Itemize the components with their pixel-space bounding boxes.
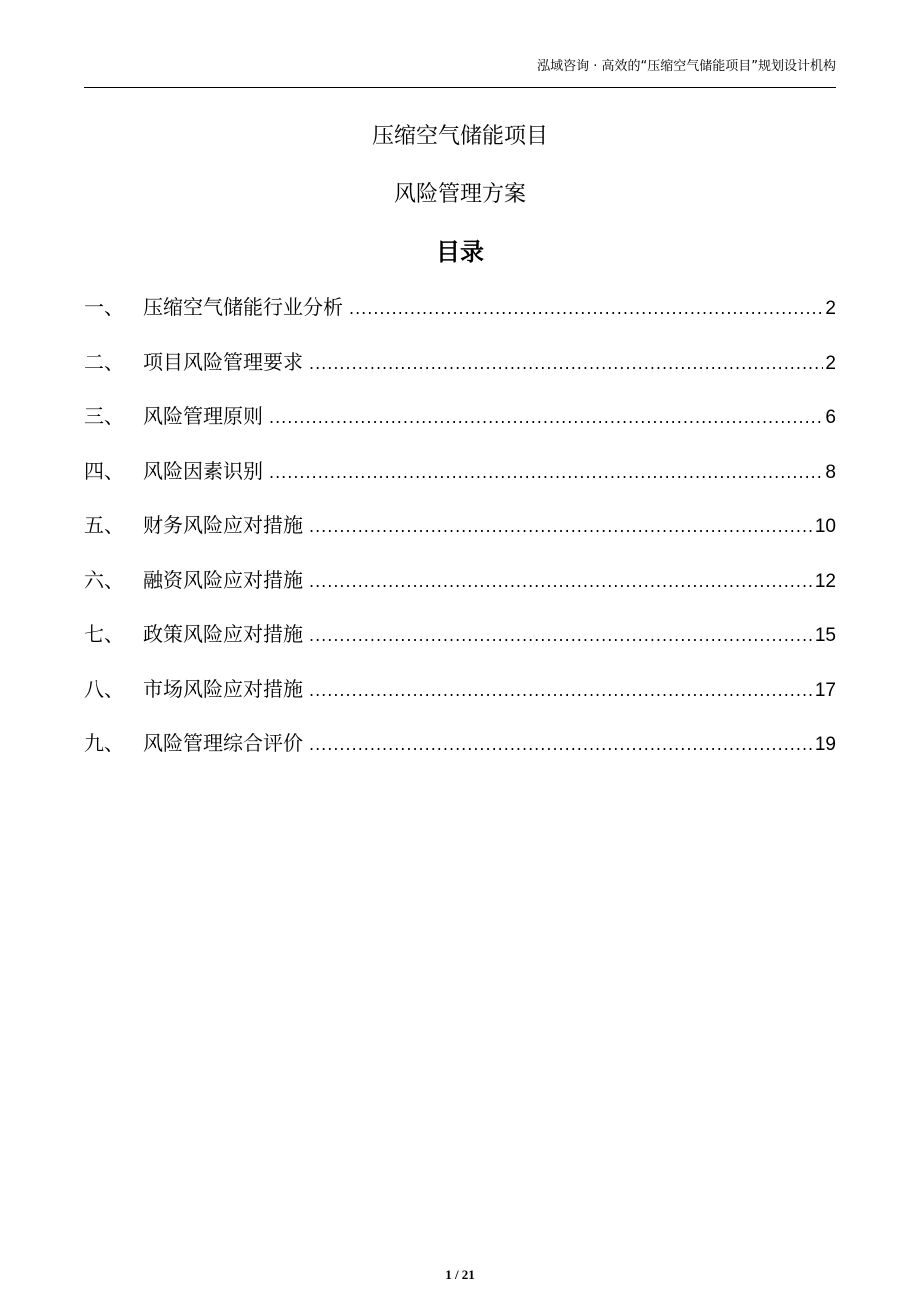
toc-dot-leader <box>269 403 823 433</box>
toc-entry-number: 八、 <box>84 676 124 701</box>
toc-entry-title: 风险管理原则 <box>143 404 263 428</box>
toc-entry[interactable] <box>84 292 836 322</box>
document-subtitle: 风险管理方案 <box>393 182 526 207</box>
toc-entry[interactable] <box>84 619 836 649</box>
header-divider <box>84 87 836 88</box>
toc-entry-title: 项目风险管理要求 <box>143 349 303 374</box>
toc-entry-page: 12 <box>814 570 836 592</box>
document-title: 压缩空气储能项目 <box>371 124 548 149</box>
toc-entry-title: 政策风险应对措施 <box>143 622 303 646</box>
toc-entry-number: 一、 <box>84 295 124 319</box>
toc-entry-number: 九、 <box>84 731 124 755</box>
toc-entry-page: 6 <box>825 407 836 428</box>
page-number: 1 / 21 <box>445 1267 475 1282</box>
toc-entry-page: 15 <box>814 625 836 646</box>
page-header: 泓域咨询 · 高效的“压缩空气储能项目”规划设计机构 <box>537 59 836 74</box>
toc-entry[interactable] <box>84 674 836 704</box>
toc-entry[interactable] <box>84 456 836 486</box>
toc-heading: 目录 <box>436 238 484 266</box>
toc-entry[interactable] <box>84 510 836 540</box>
toc-entry-number: 五、 <box>84 513 124 537</box>
toc-entry-title: 风险管理综合评价 <box>143 731 303 755</box>
toc-dot-leader <box>309 730 813 760</box>
toc-entry-title: 财务风险应对措施 <box>143 513 303 537</box>
toc-entry-title: 风险因素识别 <box>143 458 263 483</box>
toc-entry-title: 融资风险应对措施 <box>143 567 303 592</box>
table-of-contents <box>84 292 836 783</box>
toc-entry-page: 17 <box>814 679 836 701</box>
toc-dot-leader <box>309 676 813 706</box>
toc-entry-title: 压缩空气储能行业分析 <box>143 295 343 319</box>
toc-dot-leader <box>309 567 813 597</box>
toc-entry-page: 8 <box>825 461 836 483</box>
toc-entry[interactable] <box>84 401 836 431</box>
toc-entry[interactable] <box>84 565 836 595</box>
toc-dot-leader <box>269 458 823 488</box>
toc-dot-leader <box>349 294 823 324</box>
toc-entry-number: 三、 <box>84 404 124 428</box>
toc-entry-page: 19 <box>814 734 836 755</box>
toc-entry-number: 四、 <box>84 458 124 483</box>
toc-entry-page: 2 <box>825 298 836 319</box>
toc-dot-leader <box>309 621 813 651</box>
toc-entry-number: 七、 <box>84 622 124 646</box>
toc-entry-page: 10 <box>814 516 836 537</box>
toc-entry-number: 六、 <box>84 567 124 592</box>
toc-dot-leader <box>309 512 813 542</box>
toc-entry[interactable] <box>84 347 836 377</box>
toc-entry-number: 二、 <box>84 349 124 374</box>
toc-entry-page: 2 <box>825 352 836 374</box>
toc-entry[interactable] <box>84 728 836 758</box>
toc-dot-leader <box>309 349 823 379</box>
toc-entry-title: 市场风险应对措施 <box>143 676 303 701</box>
